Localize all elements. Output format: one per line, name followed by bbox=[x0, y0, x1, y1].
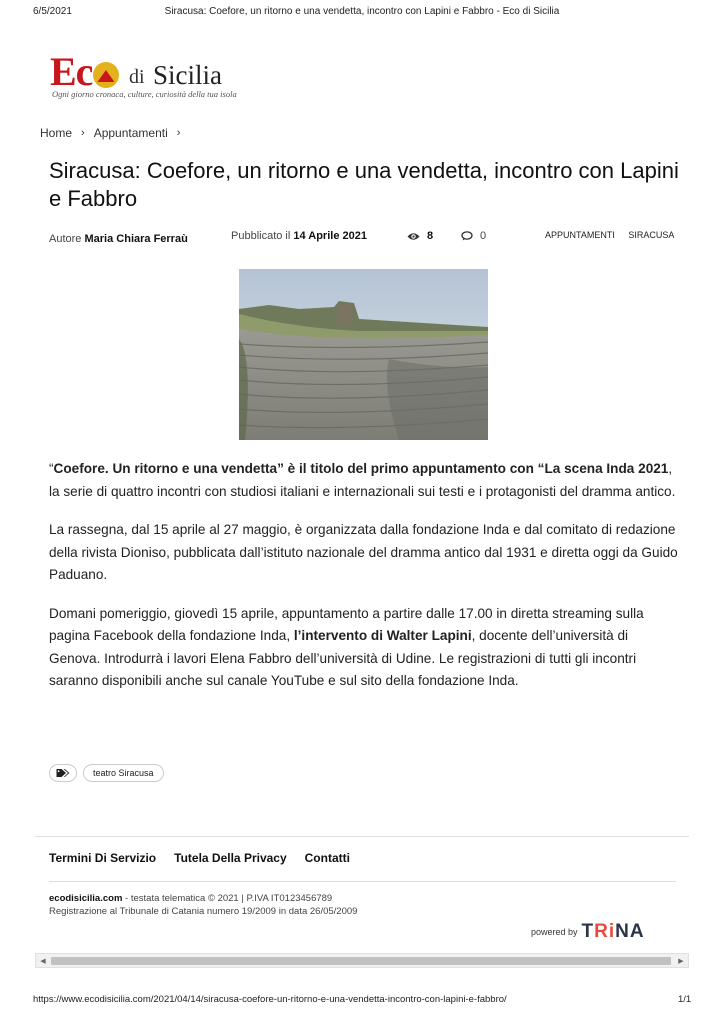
author-label: Autore bbox=[49, 233, 82, 245]
print-date: 6/5/2021 bbox=[33, 6, 72, 17]
site-logo[interactable] bbox=[50, 49, 250, 102]
scroll-right-arrow-icon[interactable]: ▶ bbox=[678, 958, 684, 965]
article-date bbox=[231, 230, 367, 242]
horizontal-scrollbar[interactable] bbox=[35, 953, 689, 968]
comment-count[interactable] bbox=[461, 230, 486, 242]
breadcrumb bbox=[40, 126, 189, 140]
chevron-right-icon: › bbox=[81, 127, 85, 139]
logo-tagline: Ogni giorno cronaca, culture, curiosità della tua isola bbox=[52, 89, 237, 99]
article-paragraph-3: Domani pomeriggio, giovedì 15 aprile, appuntamento a partire dalle 17.00 in diretta streaming sulla pagina Facebook della fondazione Inda, l’intervento di Walter Lapini, docente dell’università di Genova. Introdurrà i lavori Elena Fabbro dell’università di Udine. Le registrazioni di tutti gli incontri saranno disponibili anche sul canale YouTube e sul sito della fondazione Inda. bbox=[49, 605, 644, 688]
view-count bbox=[407, 230, 433, 242]
article-title: Siracusa: Coefore, un ritorno e una vendetta, incontro con Lapini e Fabbro bbox=[49, 158, 679, 211]
footer-divider-inner bbox=[49, 881, 676, 882]
chevron-right-icon: › bbox=[176, 127, 181, 139]
print-header bbox=[0, 0, 724, 22]
article-tags bbox=[49, 764, 164, 782]
scrollbar-thumb[interactable] bbox=[51, 957, 671, 965]
powered-by-label: powered by bbox=[531, 927, 578, 937]
logo-eco: Ec bbox=[50, 52, 119, 92]
comments-value: 0 bbox=[480, 230, 487, 242]
footer-legal bbox=[49, 892, 357, 918]
views-value: 8 bbox=[427, 230, 434, 242]
footer-legal-line-1: ecodisicilia.com - testata telematica © 2021 | P.IVA IT0123456789 bbox=[49, 893, 333, 904]
footer-divider bbox=[35, 836, 689, 837]
breadcrumb-section[interactable]: Appuntamenti bbox=[93, 126, 168, 140]
eye-icon bbox=[407, 232, 420, 241]
article-paragraph-2: La rassegna, dal 15 aprile al 27 maggio, è organizzata dalla fondazione Inda e dal comitato di redazione della rivista Dioniso, pubblicata dall’istituto nazionale del dramma antico dal 1931 e diretta oggi da Guido Paduano. bbox=[49, 522, 678, 582]
author-name[interactable]: Maria Chiara Ferraù bbox=[84, 233, 188, 245]
scroll-left-arrow-icon[interactable]: ◀ bbox=[40, 958, 46, 965]
footer-site-name[interactable]: ecodisicilia.com bbox=[49, 893, 123, 904]
article-paragraph-1: “Coefore. Un ritorno e una vendetta” è il titolo del primo appuntamento con “La scena Inda 2021, la serie di quattro incontri con studiosi italiani e internazionali sui testi e i protagonisti del dramma antico. bbox=[49, 461, 676, 499]
category-appuntamenti[interactable]: APPUNTAMENTI bbox=[545, 230, 615, 240]
footer-link-privacy[interactable]: Tutela Della Privacy bbox=[174, 851, 287, 865]
article-categories bbox=[545, 230, 685, 240]
logo-sun-icon bbox=[93, 62, 119, 88]
tag-teatro-siracusa[interactable]: teatro Siracusa bbox=[83, 764, 164, 782]
article-author bbox=[49, 233, 188, 245]
logo-sicilia: Sicilia bbox=[153, 60, 222, 90]
logo-di: di bbox=[129, 66, 145, 88]
greek-theatre-photo bbox=[239, 269, 488, 440]
breadcrumb-home[interactable]: Home bbox=[40, 126, 73, 140]
print-page-title: Siracusa: Coefore, un ritorno e una vendetta, incontro con Lapini e Fabbro - Eco di Sicilia bbox=[164, 6, 560, 17]
footer-links bbox=[49, 851, 368, 865]
footer-legal-line-2: Registrazione al Tribunale di Catania numero 19/2009 in data 26/05/2009 bbox=[49, 906, 358, 917]
footer-link-terms[interactable]: Termini Di Servizio bbox=[49, 851, 157, 865]
footer-link-contacts[interactable]: Contatti bbox=[304, 851, 350, 865]
powered-by-trina[interactable] bbox=[531, 921, 645, 943]
published-label: Pubblicato il bbox=[231, 230, 291, 242]
tags-icon bbox=[56, 768, 70, 778]
published-date: 14 Aprile 2021 bbox=[293, 230, 367, 242]
article-hero-image bbox=[239, 269, 488, 440]
print-page-number: 1/1 bbox=[678, 994, 692, 1005]
print-url: https://www.ecodisicilia.com/2021/04/14/siracusa-coefore-un-ritorno-e-una-vendetta-incontro-con-lapini-e-fabbro/ bbox=[33, 994, 507, 1005]
article-body bbox=[49, 458, 681, 709]
tags-icon-pill bbox=[49, 764, 77, 782]
category-siracusa[interactable]: SIRACUSA bbox=[628, 230, 675, 240]
trina-logo: TRiNA bbox=[581, 921, 645, 942]
comment-icon bbox=[461, 231, 473, 241]
